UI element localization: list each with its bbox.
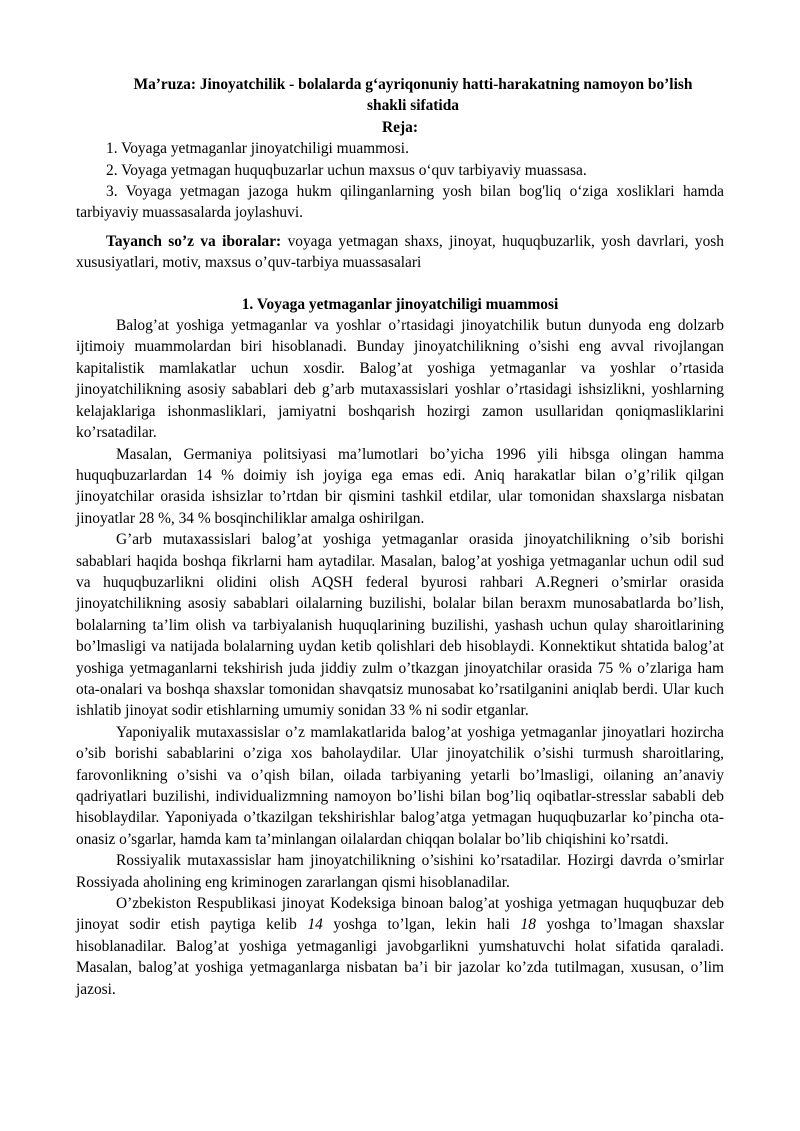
body-paragraph: Balog’at yoshiga yetmaganlar va yoshlar o’rtasidagi jinoyatchilik butun dunyoda eng dolzarb ijtimoiy muammolardan biri hisoblanadi. Bunday jinoyatchilikning o’sishi eng avval rivojlangan kapitalistik mamlakatlar uchun xosdir. Balog’at yoshiga yetmaganlar va yoshlar o’rtasida jinoyatchilikning asosiy sabablari deb g’arb mutaxassislari yoshlar o’rtasidagi ishsizlikni, yoshlarning kelajaklariga ishonmasliklari, jamiyatni boshqarish hozirgi zamon usullaridan qoniqmasliklarini ko’rsatadilar. [76,317,724,442]
section-heading: 1. Voyaga yetmaganlar jinoyatchiligi muammosi [241,295,559,313]
plan-item: 3. Voyaga yetmagan jazoga hukm qilinganlarning yosh bilan bog'liq o‘ziga xosliklari hamda tarbiyaviy muassasalarda joylashuvi. [76,183,724,222]
plan-item: 1. Voyaga yetmaganlar jinoyatchiligi muammosi. [106,140,409,158]
body-paragraph: Masalan, Germaniya politsiyasi ma’lumotlari bo’yicha 1996 yili hibsga olingan hamma huquqbuzarlardan 14 % doimiy ish joyiga ega emas edi. Aniq harakatlar bilan o’g’rilik qilgan jinoyatchilar orasida ishsizlar to’rtdan bir qismini tashkil etdilar, ular tomonidan shaxslarga nisbatan jinoyatlar 28 %, 34 % bosqinchiliklar amalga oshirilgan. [76,445,724,527]
body-paragraph: G’arb mutaxassislari balog’at yoshiga yetmaganlar orasida jinoyatchilikning o’sib borishi sabablari haqida boshqa fikrlarni ham aytadilar. Masalan, balog’at yoshiga yetmaganlar uchun odil sud va huquqbuzarlikni olidini olish AQSH federal byurosi rahbari A.Regneri o’smirlar orasida jinoyatchilikning asosiy sabablari oilalarning buzilishi, bolalar bilan beraxm munosabatlarda bo’lish, bolalarning ta’lim olish va tarbiyalanish huquqlarining buzilishi, yashash uchun qulay sharoitlarining bo’lmasligi va natijada bolalarning uydan ketib qolishlari deb hisoblaydi. Konnektikut shtatida balog’at yoshiga yetmaganlarni tekshirish juda jiddiy zulm o’tkazgan jinoyatchilar orasida 75 % o’zlariga ham ota-onalari va boshqa shaxslar tomonidan shavqatsiz munosabat ko’rsatilganini aniqlab berdi. Ular kuch ishlatib jinoyat sodir etishlarning umumiy sonidan 33 % ni sodir etganlar. [76,531,724,720]
plan-item: 2. Voyaga yetmagan huquqbuzarlar uchun maxsus o‘quv tarbiyaviy muassasa. [106,161,587,179]
age-from: 14 [307,916,323,934]
keywords-paragraph [76,231,724,274]
keywords-label: Tayanch so’z va iboralar: [106,232,282,250]
keywords-text: voyaga yetmagan shaxs, jinoyat, huquqbuzarlik, yosh davrlari, yosh xususiyatlari, motiv, maxsus o’quv-tarbiya muassasalari [76,232,724,272]
body-paragraph: Yaponiyalik mutaxassislar o’z mamlakatlarida balog’at yoshiga yetmaganlar jinoyatlari hozircha o’sib borishi sabablarini o’ziga xos baholaydilar. Ular jinoyatchilik o’sishi turmush sharoitlaring, farovonlikning o’sishi va o’qish bilan, oilada tarbiyaning yetarli bo’lmasligi, oilaning an’anaviy qadriyatlari buzilishi, individualizmning namoyon bo’lishi bilan bog’liq oqibatlar-stresslar sababli deb hisoblaydilar. Yaponiyada o’tkazilgan tekshirishlar balog’atga yetmagan huquqbuzarlar ko’pincha ota-onasiz o’sgarlar, hamda kam ta’minlangan oilalardan chiqqan bolalar bo’lib chiqishini ko’rsatdi. [76,723,724,848]
text-run: O’zbekiston Respublikasi jinoyat Kodeksiga binoan balog’at yoshiga yetmagan huquqbuzar deb jinoyat sodir etish paytiga kelib [76,895,724,934]
plan-heading: Reja: [382,118,418,136]
body-paragraph-final [76,893,724,1000]
lecture-title: Ma’ruza: Jinoyatchilik - bolalarda g‘ayriqonuniy hatti-harakatning namoyon bo’lish shakli sifatida [133,76,693,115]
text-run: yoshga to’lgan, lekin hali [322,916,521,934]
body-paragraph: Rossiyalik mutaxassislar ham jinoyatchilikning o’sishini ko’rsatadilar. Hozirgi davrda o’smirlar Rossiyada aholining eng kriminogen zararlangan qismi hisoblanadilar. [76,852,724,891]
age-to: 18 [520,916,536,934]
plan-list [76,138,724,224]
text-run: yoshga to’lmagan shaxslar hisoblanadilar. Balog’at yoshiga yetmaganligi javobgarlikni yumshatuvchi holat sifatida qaraladi. Masalan, balog’at yoshiga yetmaganlarga nisbatan ba’i bir jazolar ko’zda tutilmagan, xususan, o’lim jazosi. [76,916,724,998]
